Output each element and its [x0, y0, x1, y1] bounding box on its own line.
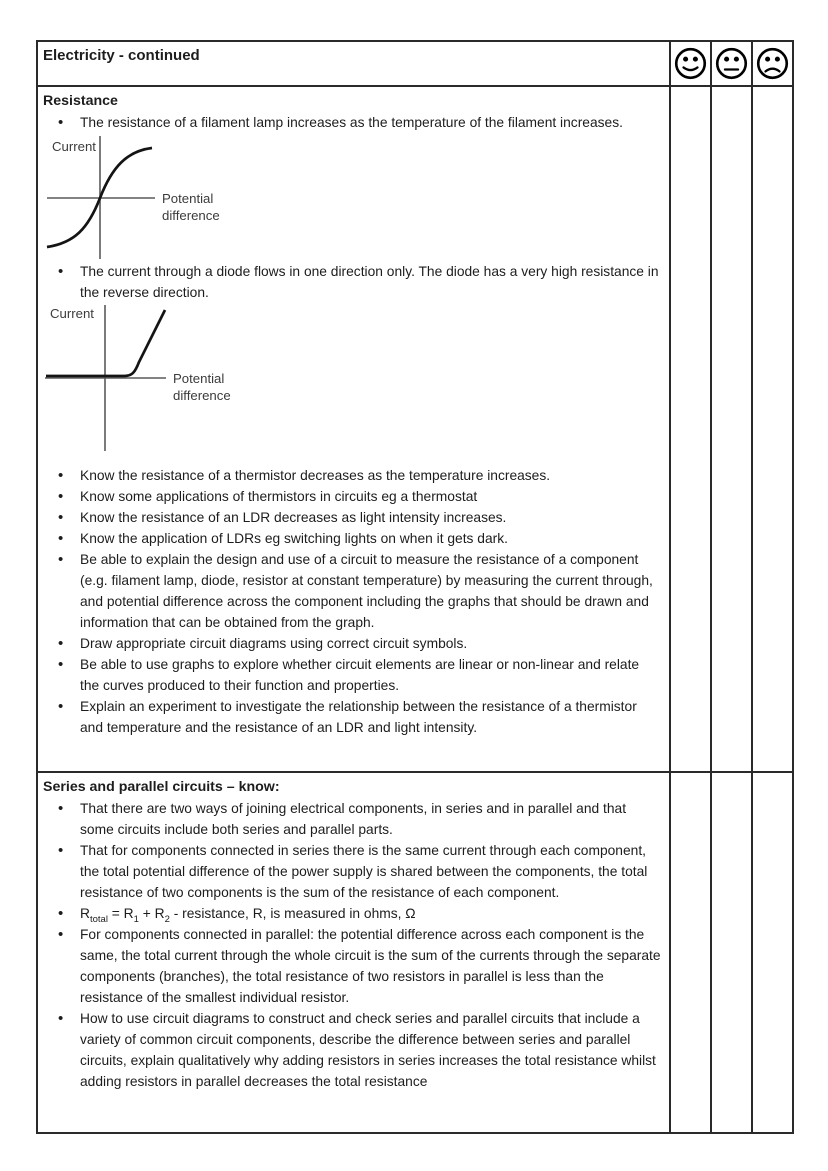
- bullet-item: • Draw appropriate circuit diagrams using correct circuit symbols.: [43, 633, 661, 654]
- formula-text: - resistance, R, is measured in ohms, Ω: [169, 906, 416, 921]
- diode-x-axis-label-line1: Potential: [173, 371, 225, 386]
- resistance-heading: Resistance: [43, 93, 118, 109]
- page-title: Electricity - continued: [43, 47, 200, 64]
- formula-subscript: 2: [164, 913, 170, 925]
- formula-subscript: total: [89, 913, 108, 925]
- resistance-section-row: [37, 86, 793, 772]
- rating-header-neutral: [711, 41, 752, 86]
- bullet-item-filament: • The resistance of a filament lamp increases as the temperature of the filament increases.: [43, 112, 661, 133]
- filament-x-axis-label-line2: difference: [162, 208, 220, 223]
- neutral-face-icon: [714, 46, 749, 81]
- diode-graph: [44, 303, 279, 454]
- revision-checklist-table: [36, 40, 794, 1134]
- filament-lamp-graph: [44, 134, 364, 261]
- rating-cell-sad-series: [752, 772, 793, 1133]
- bullet-item: • Know the resistance of a thermistor decreases as the temperature increases.: [43, 465, 661, 486]
- series-parallel-section-row: [37, 772, 793, 1133]
- series-parallel-content-cell: [37, 772, 670, 1133]
- bullet-item: • For components connected in parallel: the potential difference across each component is the same, the total current through the whole circuit is the sum of the currents through the separate components (branches), the total resistance of two resistors in parallel is less than the resistance of the smallest individual resistor.: [43, 924, 661, 1008]
- formula-text: + R: [138, 906, 165, 921]
- rating-cell-neutral-series: [711, 772, 752, 1133]
- rating-cell-neutral-resistance: [711, 86, 752, 772]
- resistance-content-cell: [37, 86, 670, 772]
- filament-y-axis-label: Current: [52, 139, 96, 154]
- bullet-item: • Explain an experiment to investigate the relationship between the resistance of a thermistor and temperature and the resistance of an LDR and light intensity.: [43, 696, 661, 738]
- sad-face-icon: [755, 46, 790, 81]
- bullet-item: • Know the resistance of an LDR decreases as light intensity increases.: [43, 507, 661, 528]
- formula-subscript: 1: [133, 913, 139, 925]
- formula-text: R: [80, 906, 90, 921]
- bullet-item: • That there are two ways of joining electrical components, in series and in parallel and that some circuits include both series and parallel parts.: [43, 798, 661, 840]
- title-cell: [37, 41, 670, 86]
- bullet-item-diode: • The current through a diode flows in one direction only. The diode has a very high resistance in the reverse direction.: [43, 261, 661, 303]
- series-parallel-heading: Series and parallel circuits – know:: [43, 779, 280, 795]
- bullet-item-formula: [43, 903, 661, 924]
- rating-cell-sad-resistance: [752, 86, 793, 772]
- bullet-item: • Know the application of LDRs eg switching lights on when it gets dark.: [43, 528, 661, 549]
- bullet-item: • That for components connected in series there is the same current through each component, the total potential difference of the power supply is shared between the components, the total resistance of two components is the sum of the resistance of each component.: [43, 840, 661, 903]
- formula-text: = R: [107, 906, 134, 921]
- bullet-item: • Be able to use graphs to explore whether circuit elements are linear or non-linear and relate the curves produced to their function and properties.: [43, 654, 661, 696]
- rating-cell-happy-series: [670, 772, 711, 1133]
- happy-face-icon: [673, 46, 708, 81]
- diode-y-axis-label: Current: [50, 306, 94, 321]
- bullet-item: • Know some applications of thermistors in circuits eg a thermostat: [43, 486, 661, 507]
- diode-x-axis-label-line2: difference: [173, 388, 231, 403]
- rating-header-sad: [752, 41, 793, 86]
- rating-header-happy: [670, 41, 711, 86]
- bullet-item: • Be able to explain the design and use of a circuit to measure the resistance of a component (e.g. filament lamp, diode, resistor at constant temperature) by measuring the current through, and potential difference across the component including the graphs that should be drawn and information that can be obtained from the graph.: [43, 549, 661, 633]
- rating-cell-happy-resistance: [670, 86, 711, 772]
- filament-x-axis-label-line1: Potential: [162, 191, 214, 206]
- bullet-item: • How to use circuit diagrams to construct and check series and parallel circuits that include a variety of common circuit components, describe the difference between series and parallel circuits, explain qualitatively why adding resistors in series increases the total resistance whilst adding resistors in parallel decreases the total resistance: [43, 1008, 661, 1092]
- header-row: [37, 41, 793, 86]
